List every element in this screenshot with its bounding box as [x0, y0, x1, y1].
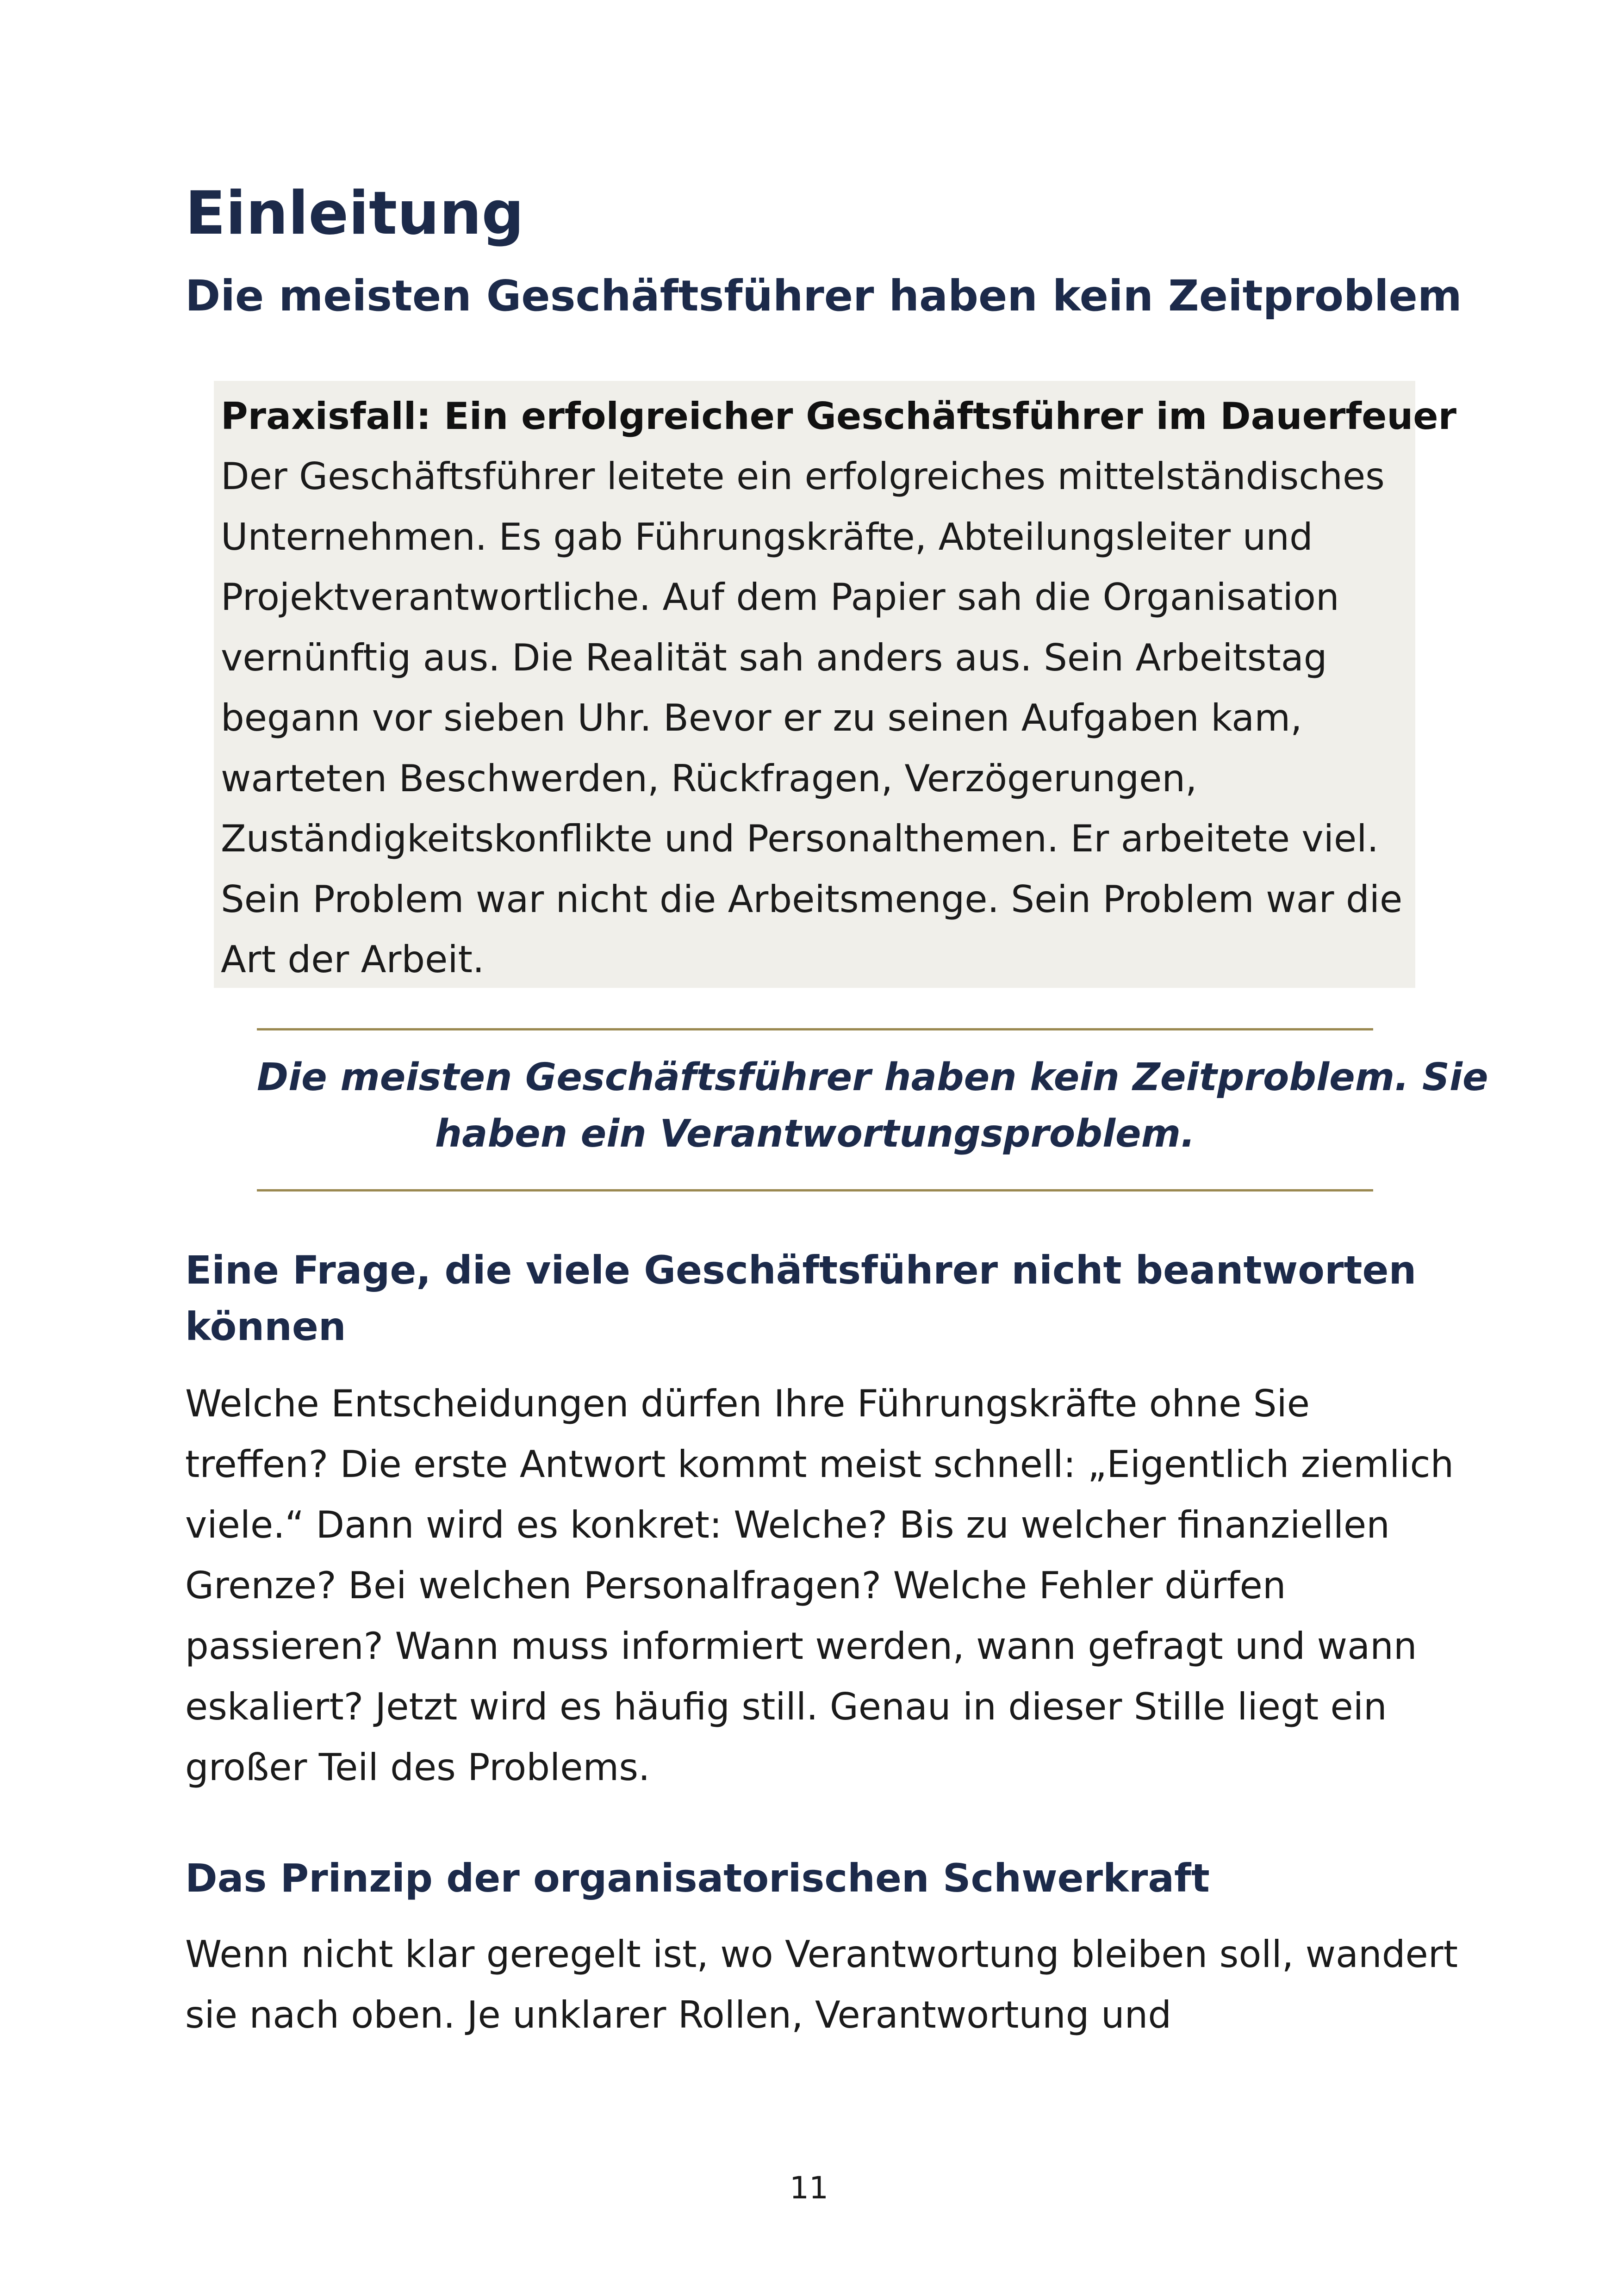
paragraph-line: Grenze? Bei welchen Personalfragen? Welche Fehler dürfen: [185, 1564, 1286, 1607]
case-study-text: [221, 447, 1415, 990]
section-question-paragraph: [185, 1373, 1454, 1798]
case-study-line: begann vor sieben Uhr. Bevor er zu seinen Aufgaben kam,: [221, 696, 1302, 739]
quote-bottom-rule: [257, 1189, 1373, 1191]
section-heading-question: [185, 1242, 1416, 1355]
case-study-line: Sein Problem war nicht die Arbeitsmenge. Sein Problem war die: [221, 877, 1403, 921]
pull-quote: [257, 1049, 1488, 1162]
quote-top-rule: [257, 1028, 1373, 1030]
section-heading-gravity: [185, 1850, 1210, 1906]
case-study-title: Praxisfall: Ein erfolgreicher Geschäftsführer im Dauerfeuer: [221, 395, 1456, 438]
paragraph-line: viele.“ Dann wird es konkret: Welche? Bis zu welcher finanziellen: [185, 1503, 1390, 1546]
paragraph-line: passieren? Wann muss informiert werden, wann gefragt und wann: [185, 1625, 1417, 1668]
paragraph-line: treffen? Die erste Antwort kommt meist schnell: „Eigentlich ziemlich: [185, 1443, 1454, 1486]
chapter-title: Einleitung: [185, 179, 524, 248]
pull-quote-line: Die meisten Geschäftsführer haben kein Zeitproblem. Sie: [257, 1055, 1488, 1099]
page-number: 11: [790, 2170, 828, 2206]
section-gravity-paragraph: [185, 1924, 1458, 2045]
case-study-line: Zuständigkeitskonflikte und Personalthemen. Er arbeitete viel.: [221, 817, 1379, 860]
case-study-line: Der Geschäftsführer leitete ein erfolgreiches mittelständisches: [221, 455, 1385, 498]
section-heading-line: Eine Frage, die viele Geschäftsführer nicht beantworten: [185, 1247, 1417, 1293]
case-study-box: [214, 381, 1456, 988]
case-study-line: Art der Arbeit.: [221, 938, 485, 981]
case-study-line: Projektverantwortliche. Auf dem Papier sah die Organisation: [221, 576, 1339, 619]
pull-quote-line: haben ein Verantwortungsproblem.: [435, 1112, 1195, 1156]
paragraph-line: sie nach oben. Je unklarer Rollen, Verantwortung und: [185, 1993, 1172, 2036]
section-heading-line: können: [185, 1304, 346, 1349]
chapter-subtitle: Die meisten Geschäftsführer haben kein Zeitproblem: [185, 271, 1462, 321]
paragraph-line: großer Teil des Problems.: [185, 1746, 650, 1789]
case-study-line: vernünftig aus. Die Realität sah anders aus. Sein Arbeitstag: [221, 636, 1327, 679]
paragraph-line: eskaliert? Jetzt wird es häufig still. Genau in dieser Stille liegt ein: [185, 1685, 1387, 1728]
case-study-line: Unternehmen. Es gab Führungskräfte, Abteilungsleiter und: [221, 515, 1313, 558]
section-heading-line: Das Prinzip der organisatorischen Schwerkraft: [185, 1855, 1210, 1901]
paragraph-line: Welche Entscheidungen dürfen Ihre Führungskräfte ohne Sie: [185, 1382, 1310, 1425]
case-study-line: warteten Beschwerden, Rückfragen, Verzögerungen,: [221, 757, 1197, 800]
paragraph-line: Wenn nicht klar geregelt ist, wo Verantwortung bleiben soll, wandert: [185, 1933, 1458, 1976]
